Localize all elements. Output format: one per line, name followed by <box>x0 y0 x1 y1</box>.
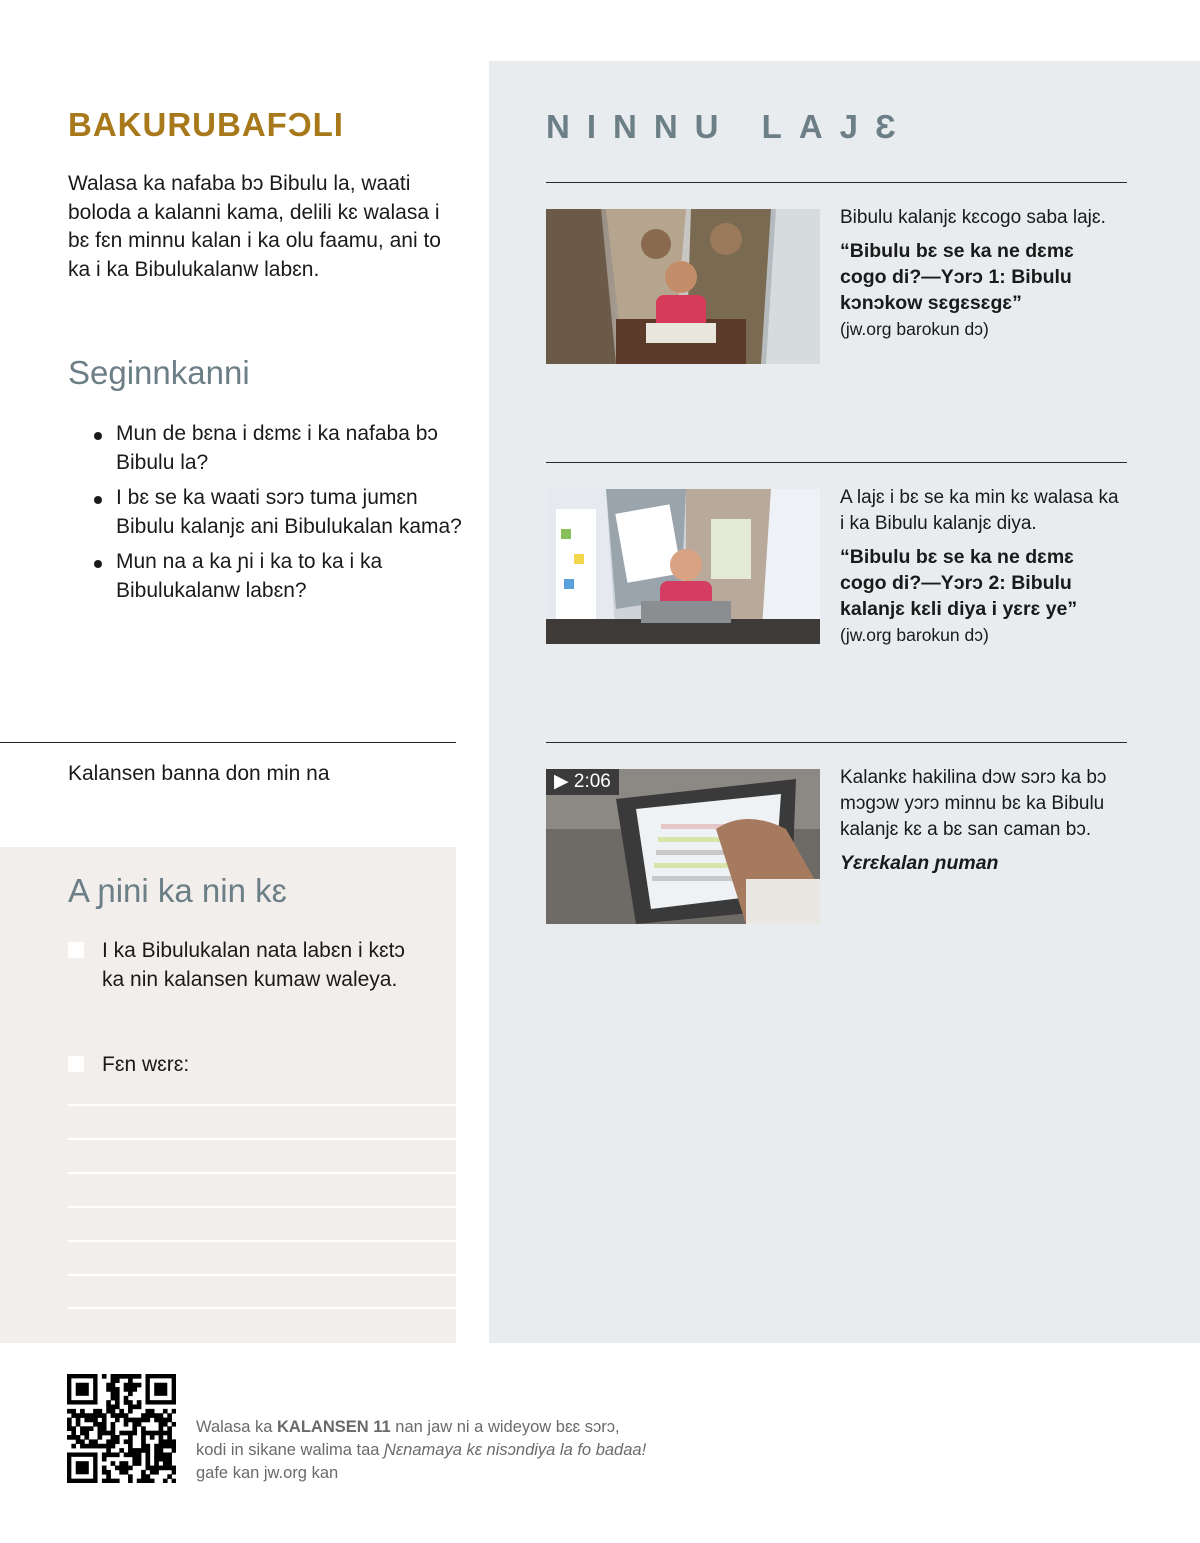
divider <box>546 462 1127 463</box>
article-thumbnail[interactable] <box>546 489 820 644</box>
checkbox[interactable] <box>68 942 84 958</box>
writing-line[interactable] <box>68 1172 456 1174</box>
article-thumbnail[interactable] <box>546 209 820 364</box>
resource-source: (jw.org barokun dɔ) <box>840 319 989 339</box>
goals-panel <box>0 847 456 1343</box>
review-title: Seginnkanni <box>68 354 250 391</box>
footer-book-title: Ɲɛnamaya kɛ nisɔndiya la fo badaa! <box>384 1441 647 1459</box>
lesson-completed-date-label: Kalansen banna don min na <box>68 762 330 785</box>
review-question: Mun de bɛna i dɛmɛ i ka nafaba bɔ Bibulu la? <box>92 420 462 477</box>
review-questions <box>92 420 462 612</box>
footer-text: Walasa ka <box>196 1418 278 1436</box>
resource-label[interactable]: Yɛrɛkalan ɲuman <box>840 852 999 874</box>
summary-title: BAKURUBAFƆLI <box>68 106 344 143</box>
checkbox[interactable] <box>68 1056 84 1072</box>
footer-note <box>196 1416 646 1485</box>
video-duration-badge: ▶ 2:06 <box>546 769 619 795</box>
footer-text: kodi in sikane walima taa <box>196 1441 385 1459</box>
divider <box>546 742 1127 743</box>
writing-line[interactable] <box>68 1138 456 1140</box>
resource-source: (jw.org barokun dɔ) <box>840 625 989 645</box>
article-title-link[interactable]: “Bibulu bɛ se ka ne dɛmɛ cogo di?—Yɔrɔ 1: Bibulu kɔnɔkow sɛgɛsɛgɛ” <box>840 240 1074 314</box>
resource-description: Bibulu kalanjɛ kɛcogo saba lajɛ. <box>840 207 1106 228</box>
summary-text: Walasa ka nafaba bɔ Bibulu la, waati boloda a kalanni kama, delili kɛ walasa i bɛ fɛn minnu kalan i ka olu faamu, ani to ka i ka Bibulukalanw labɛn. <box>68 172 441 281</box>
goal-item[interactable] <box>68 1051 428 1080</box>
resource-description: Kalankɛ hakilina dɔw sɔrɔ ka bɔ mɔgɔw yɔrɔ minnu bɛ ka Bibulu kalanjɛ kɛ a bɛ san caman bɔ. <box>840 767 1107 840</box>
divider <box>546 182 1127 183</box>
writing-line[interactable] <box>68 1206 456 1208</box>
footer-lesson-ref: KALANSEN 11 <box>277 1418 391 1436</box>
resource-text <box>840 205 1120 342</box>
resource-text <box>840 485 1120 648</box>
writing-line[interactable] <box>68 1274 456 1276</box>
goal-text: Fɛn wɛrɛ: <box>102 1053 190 1076</box>
explore-title: NINNU LAJƐ <box>546 108 913 145</box>
footer-text: nan jaw ni a wideyow bɛɛ sɔrɔ, <box>390 1418 620 1436</box>
footer-text: gafe kan jw.org kan <box>196 1464 339 1482</box>
writing-line[interactable] <box>68 1240 456 1242</box>
resource-text <box>840 765 1120 876</box>
writing-line[interactable] <box>68 1104 456 1106</box>
qr-code-icon[interactable] <box>67 1374 176 1483</box>
goal-item[interactable] <box>68 937 428 994</box>
review-question: Mun na a ka ɲi i ka to ka i ka Bibulukalanw labɛn? <box>92 548 462 605</box>
review-question: I bɛ se ka waati sɔrɔ tuma jumɛn Bibulu kalanjɛ ani Bibulukalan kama? <box>92 484 462 541</box>
goal-text: I ka Bibulukalan nata labɛn i kɛtɔ ka nin kalansen kumaw waleya. <box>102 939 405 991</box>
divider <box>0 742 456 743</box>
article-title-link[interactable]: “Bibulu bɛ se ka ne dɛmɛ cogo di?—Yɔrɔ 2: Bibulu kalanjɛ kɛli diya i yɛrɛ ye” <box>840 546 1078 620</box>
writing-line[interactable] <box>68 1307 456 1309</box>
goals-title: A ɲini ka nin kɛ <box>68 872 287 909</box>
resource-description: A lajɛ i bɛ se ka min kɛ walasa ka i ka Bibulu kalanjɛ diya. <box>840 487 1119 534</box>
